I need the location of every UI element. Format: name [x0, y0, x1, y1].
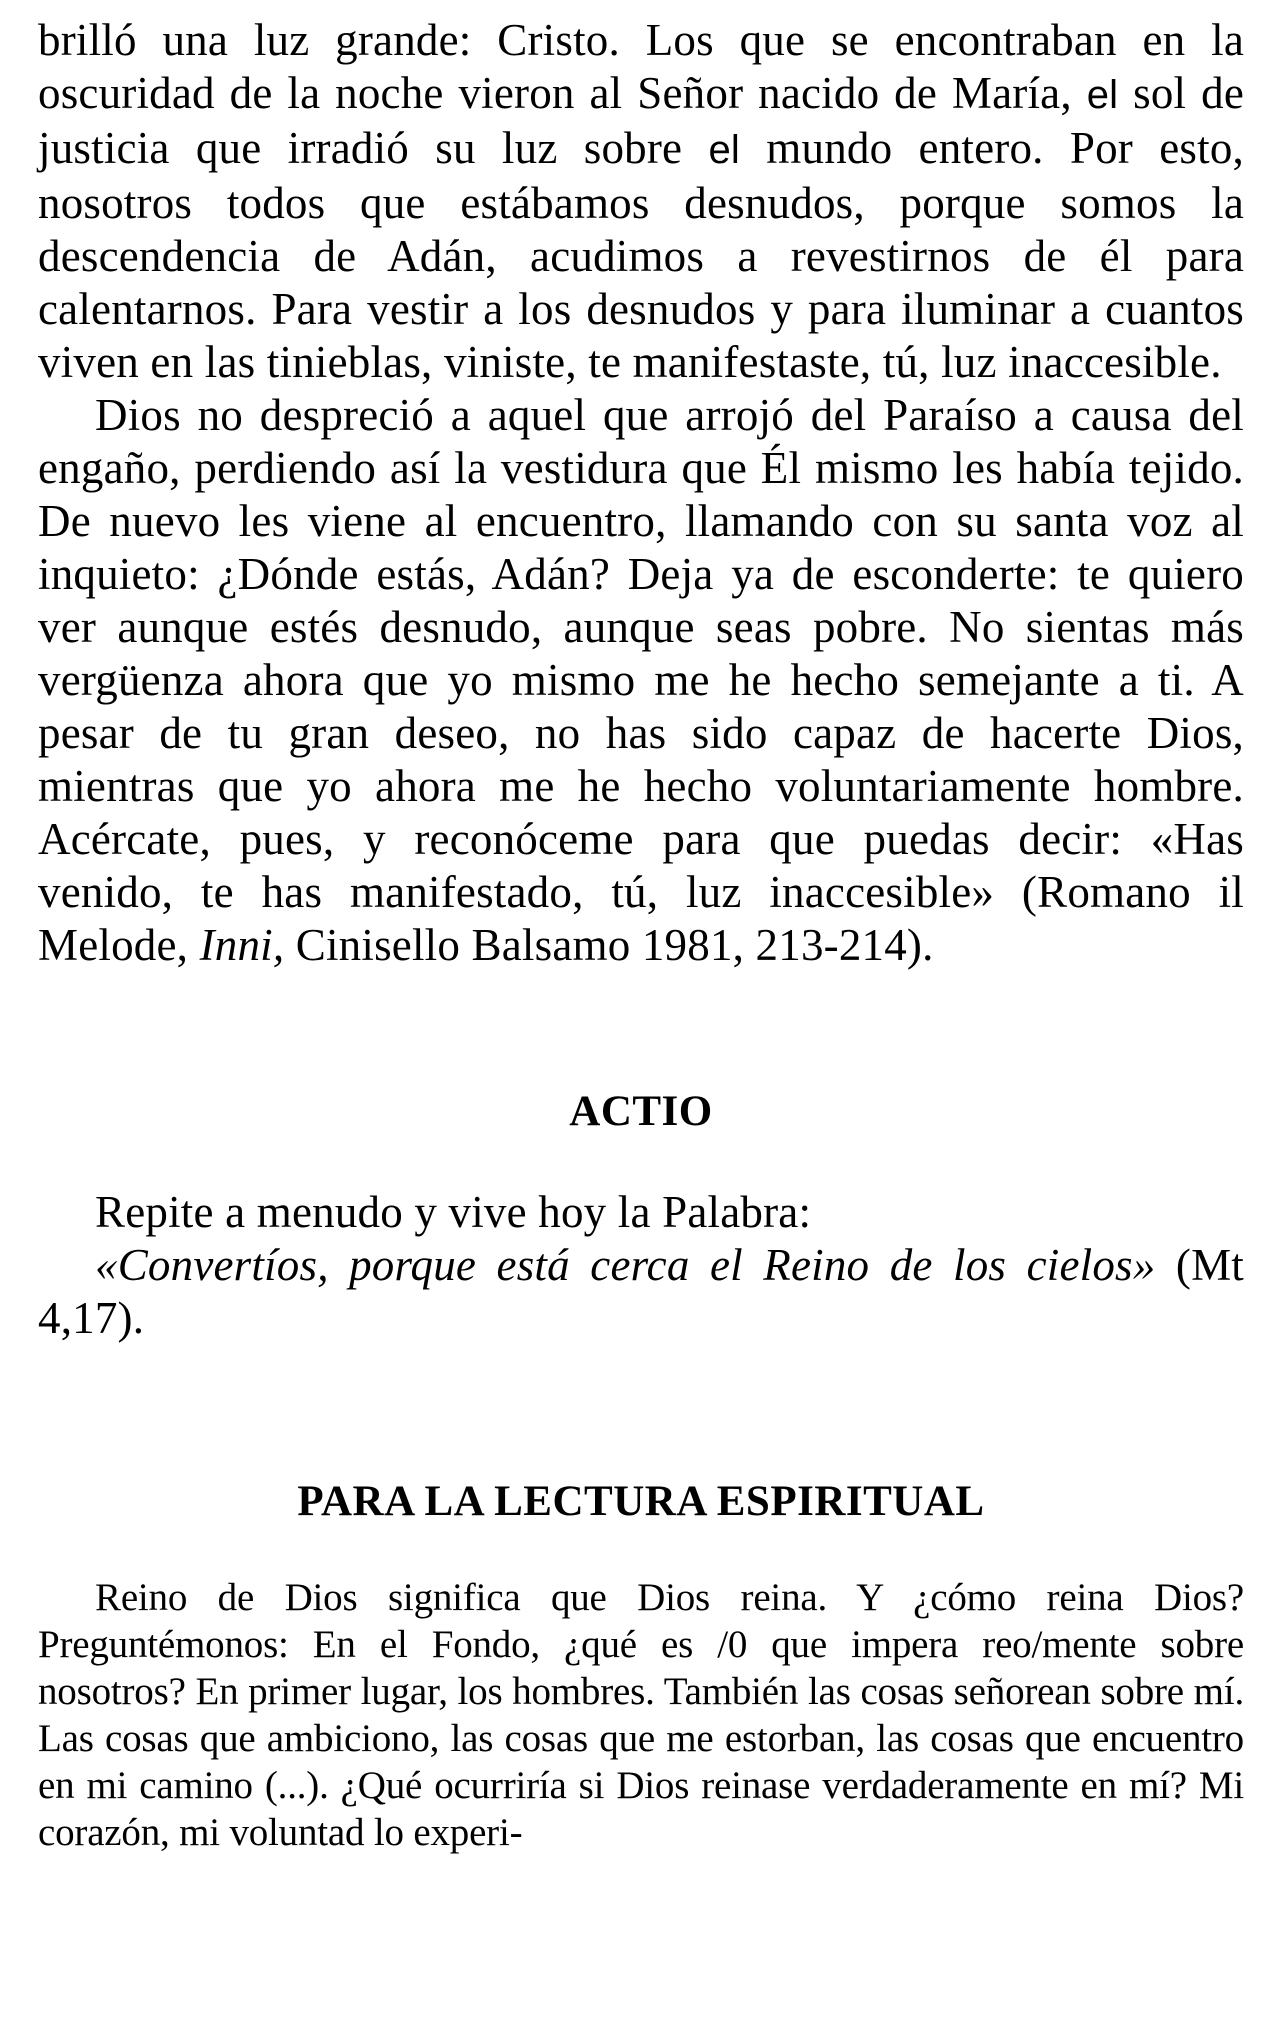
actio-section: [38, 1186, 1244, 1345]
passage-paragraph-1: [38, 14, 1244, 389]
book-title-inni: Inni,: [199, 920, 285, 970]
actio-reference: (Mt 4,17).: [38, 1240, 1244, 1343]
word-el-2: el: [708, 128, 741, 172]
paragraph-1-text-end: mundo entero. Por esto, nosotros todos que estábamos desnudos, porque somos la descendencia de Adán, acudimos a revestirnos de él para calentarnos. Para vestir a los desnudos y para iluminar a cuantos viven en las tinieblas, viniste, te manifestaste, tú, luz inaccesible.: [38, 123, 1244, 387]
paragraph-1-text-mid: sol de justicia que irradió su luz sobre: [38, 68, 1244, 173]
lectura-paragraph: Reino de Dios significa que Dios reina. Y ¿cómo reina Dios? Preguntémonos: En el Fondo, ¿qué es /0 que impera reo/mente sobre nosotros? En primer lugar, los hombres. También las cosas señorean sobre mí. Las cosas que ambiciono, las cosas que me estorban, las cosas que encuentro en mi camino (...). ¿Qué ocurriría si Dios reinase verdaderamente en mí? Mi corazón, mi voluntad lo experi-: [38, 1576, 1244, 1854]
actio-heading: ACTIO: [569, 1088, 713, 1135]
word-el-1: el: [1086, 73, 1119, 117]
actio-quote-paragraph: [38, 1239, 1244, 1345]
passage-paragraph-2: [38, 389, 1244, 972]
actio-line: Repite a menudo y vive hoy la Palabra:: [95, 1187, 812, 1237]
paragraph-1-text-start: brilló una luz grande: Cristo. Los que se encontraban en la oscuridad de la noche vieron al Señor nacido de María,: [38, 15, 1244, 118]
paragraph-2-text-start: Dios no despreció a aquel que arrojó del Paraíso a causa del engaño, perdiendo así la vestidura que Él mismo les había tejido. De nuevo les viene al encuentro, llamando con su santa voz al inquieto: ¿Dónde estás, Adán? Deja ya de esconderte: te quiero ver aunque estés desnudo, aunque seas pobre. No sientas más vergüenza ahora que yo mismo me he hecho semejante a ti. A pesar de tu gran deseo, no has sido capaz de hacerte Dios, mientras que yo ahora me he hecho voluntariamente hombre. Acércate, pues, y reconóceme para que puedas decir: «Has venido, te has manifestado, tú, luz inaccesible» (Romano il Melode,: [38, 390, 1244, 970]
document-page: [38, 14, 1244, 1895]
lectura-heading: PARA LA LECTURA ESPIRITUAL: [297, 1478, 985, 1525]
paragraph-2-text-end: Cinisello Balsamo 1981, 213-214).: [284, 920, 934, 970]
actio-quote: «Convertíos, porque está cerca el Reino de los cielos»: [95, 1240, 1156, 1290]
